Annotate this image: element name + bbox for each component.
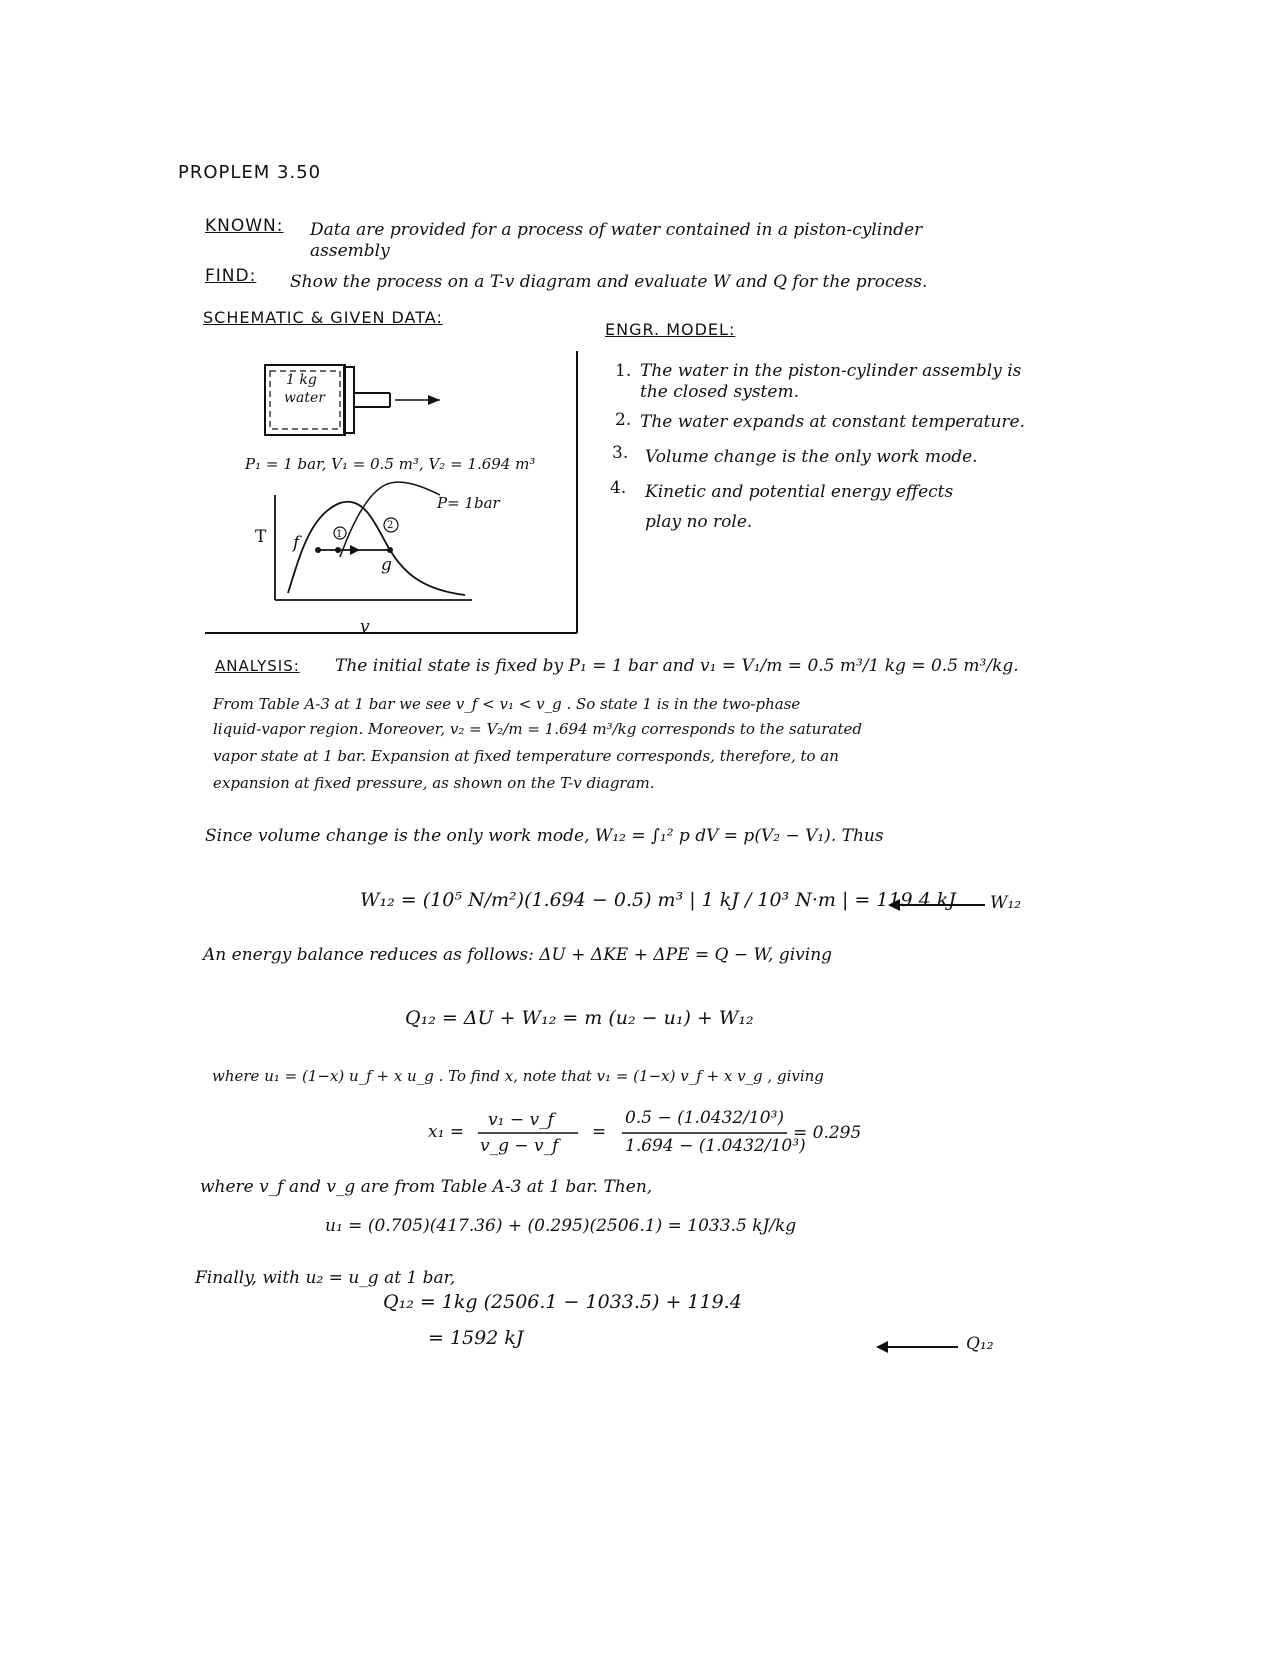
engr-model-heading: ENGR. MODEL: <box>605 320 736 339</box>
g-label: g <box>381 555 392 575</box>
known-text-line2: assembly <box>310 241 390 261</box>
engr-item4-line1: Kinetic and potential energy effects <box>645 482 954 502</box>
given-data: P₁ = 1 bar, V₁ = 0.5 m³, V₂ = 1.694 m³ <box>245 455 536 473</box>
analysis-line4: vapor state at 1 bar. Expansion at fixed temperature corresponds, therefore, to an <box>213 747 839 765</box>
heat-arrow-icon <box>878 1346 958 1348</box>
engr-item1-line2: the closed system. <box>640 382 799 402</box>
x-result: = 0.295 <box>793 1123 862 1143</box>
v-axis-label: v <box>360 617 370 637</box>
where-line: where u₁ = (1−x) u_f + x u_g . To find x, note that v₁ = (1−x) v_f + x v_g , giving <box>212 1067 824 1085</box>
find-text: Show the process on a T-v diagram and evaluate W and Q for the process. <box>290 272 928 292</box>
heat-result: = 1592 kJ <box>428 1327 524 1349</box>
engr-item2: The water expands at constant temperature. <box>640 412 1026 432</box>
work-equation: W₁₂ = (10⁵ N/m²)(1.694 − 0.5) m³ | 1 kJ / 10³ N·m | = 119.4 kJ <box>360 889 956 911</box>
analysis-line3: liquid-vapor region. Moreover, v₂ = V₂/m = 1.694 m³/kg corresponds to the saturated <box>213 720 862 738</box>
x-lhs: x₁ = <box>428 1122 465 1142</box>
analysis-label: ANALYSIS: <box>215 657 300 675</box>
heat-calculation: Q₁₂ = 1kg (2506.1 − 1033.5) + 119.4 <box>383 1291 742 1313</box>
schematic-heading: SCHEMATIC & GIVEN DATA: <box>203 308 443 327</box>
work-arrow-icon <box>890 904 985 906</box>
t-axis-label: T <box>255 527 267 547</box>
energy-balance-line: An energy balance reduces as follows: ΔU + ΔKE + ΔPE = Q − W, giving <box>203 945 833 965</box>
saturation-dome <box>288 502 465 595</box>
engr-item4-num: 4. <box>610 478 627 498</box>
engr-item3: Volume change is the only work mode. <box>645 447 978 467</box>
process-arrow-icon <box>350 545 360 555</box>
analysis-line2: From Table A-3 at 1 bar we see v_f < v₁ < v_g . So state 1 is in the two-phase <box>213 695 801 713</box>
isobar-label: P= 1bar <box>437 494 500 512</box>
finally-line: Finally, with u₂ = u_g at 1 bar, <box>195 1268 456 1288</box>
x-fraction-bar-2 <box>622 1131 787 1135</box>
page-title: PROPLEM 3.50 <box>178 162 322 183</box>
work-tag: W₁₂ <box>990 893 1022 913</box>
find-label: FIND: <box>205 266 257 286</box>
x-denominator-numeric: 1.694 − (1.0432/10³) <box>625 1136 806 1156</box>
heat-tag: Q₁₂ <box>966 1334 994 1354</box>
x-denominator-symbolic: v_g − v_f <box>480 1136 559 1156</box>
heat-equation: Q₁₂ = ΔU + W₁₂ = m (u₂ − u₁) + W₁₂ <box>405 1007 754 1029</box>
mass-label: 1 kg <box>286 372 317 388</box>
analysis-line5: expansion at fixed pressure, as shown on the T-v diagram. <box>213 774 655 792</box>
x-numerator-symbolic: v₁ − v_f <box>488 1110 554 1130</box>
schematic-figure <box>200 345 590 645</box>
x-equals: = <box>592 1122 607 1142</box>
engr-item4-line2: play no role. <box>645 512 753 532</box>
engr-item1-num: 1. <box>615 361 632 381</box>
engr-item2-num: 2. <box>615 410 632 430</box>
engr-item1-line1: The water in the piston-cylinder assembly is <box>640 361 1022 381</box>
engr-item3-num: 3. <box>612 443 629 463</box>
state2-label: 2 <box>387 520 394 531</box>
x-fraction-bar-1 <box>478 1131 578 1135</box>
known-text-line1: Data are provided for a process of water contained in a piston-cylinder <box>310 220 923 240</box>
f-label: f <box>293 533 300 553</box>
water-label: water <box>284 390 325 406</box>
x-numerator-numeric: 0.5 − (1.0432/10³) <box>625 1108 785 1128</box>
u1-equation: u₁ = (0.705)(417.36) + (0.295)(2506.1) = 1033.5 kJ/kg <box>325 1216 797 1236</box>
analysis-line6: Since volume change is the only work mode, W₁₂ = ∫₁² p dV = p(V₂ − V₁). Thus <box>205 826 884 846</box>
point-g <box>387 547 393 553</box>
table-line: where v_f and v_g are from Table A-3 at 1 bar. Then, <box>200 1177 653 1197</box>
state1-label: 1 <box>336 529 343 540</box>
known-label: KNOWN: <box>205 216 284 236</box>
point-f <box>315 547 321 553</box>
analysis-line1: The initial state is fixed by P₁ = 1 bar and v₁ = V₁/m = 0.5 m³/1 kg = 0.5 m³/kg. <box>335 656 1019 676</box>
point-1 <box>335 547 341 553</box>
